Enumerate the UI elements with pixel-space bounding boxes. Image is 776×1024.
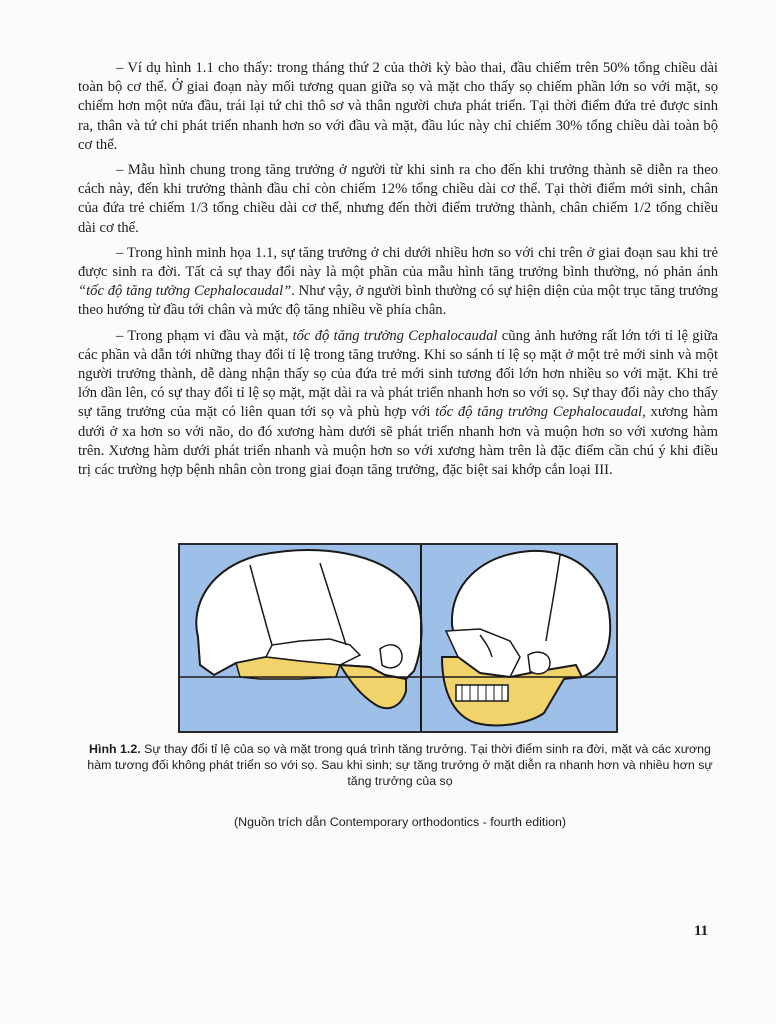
skull-proportion-figure: [178, 543, 618, 733]
figure-caption: [80, 741, 720, 789]
paragraph: – Mẫu hình chung trong tăng trưởng ở người từ khi sinh ra cho đến khi trưởng thành sẽ diễn ra theo cách này, đến khi trưởng thành đầu chỉ còn chiếm 12% tổng chiều dài cơ thể. Tại thời điểm mới sinh, chân của đứa trẻ chiếm 1/3 tổng chiều dài cơ thể, nhưng đến thời điểm trưởng thành, chân chiếm 1/2 tổng chiều dài cơ thể.: [78, 162, 718, 236]
caption-label: Hình 1.2.: [89, 742, 141, 756]
figure-source: (Nguồn trích dẫn Contemporary orthodontics - fourth edition): [234, 815, 566, 829]
caption-text: Sự thay đổi tỉ lệ của sọ và mặt trong quá trình tăng trưởng. Tại thời điểm sinh ra đời, mặt và các xương hàm tương đối không phát triển so với sọ. Sau khi sinh; sự tăng trưởng ở mặt diễn ra nhanh hơn và nhiều hơn sự tăng trưởng của sọ: [87, 742, 713, 788]
paragraph: – Trong phạm vi đầu và mặt, tốc độ tăng trưởng Cephalocaudal cũng ảnh hưởng rất lớn tới tỉ lệ giữa các phần và dẫn tới những thay đổi tỉ lệ trong tăng trưởng. Khi so sánh tỉ lệ sọ mặt ở một trẻ mới sinh và một người trưởng thành, dễ dàng nhận thấy sọ của đứa trẻ mới sinh tương đối lớn hơn nhiều so với mặt. Khi trẻ lớn dần lên, có sự thay đổi tỉ lệ sọ mặt, mặt dài ra và phát triển nhanh hơn so với sọ. Sự thay đổi này cho thấy sự tăng trưởng của mặt có liên quan tới sọ và phù hợp với tốc độ tăng trưởng Cephalocaudal, xương hàm dưới ở xa hơn so với não, do đó xương hàm dưới sẽ phát triển nhanh hơn và muộn hơn so với xương hàm trên. Xương hàm dưới phát triển nhanh và muộn hơn so với xương hàm trên là đặc điểm cần chú ý khi điều trị các trường hợp bệnh nhân còn trong giai đoạn tăng trưởng, đặc biệt sai khớp cắn loại III.: [78, 327, 719, 479]
paragraph: – Trong hình minh họa 1.1, sự tăng trưởng ở chi dưới nhiều hơn so với chi trên ở giai đoạn sau khi trẻ được sinh ra đời. Tất cả sự thay đổi này là một phần của mẫu hình tăng trưởng bình thường, nó phản ánh “tốc độ tăng tưởng Cephalocaudal”. Như vậy, ở người bình thường có sự hiện diện của một trục tăng trưởng theo hướng từ đầu tới chân và mức độ tăng nhiều về phía chân.: [78, 244, 719, 319]
page-number: 11: [694, 923, 709, 939]
paragraph: – Ví dụ hình 1.1 cho thấy: trong tháng thứ 2 của thời kỳ bào thai, đầu chiếm trên 50% tổng chiều dài toàn bộ cơ thể. Ở giai đoạn này mối tương quan giữa sọ và mặt cho thấy sọ chiếm phần lớn so với mặt, sọ chiếm hơn một nửa đầu, trái lại tứ chi thô sơ và thân người chưa phát triển. Tại thời điểm đứa trẻ được sinh ra, thân và tứ chi phát triển nhanh hơn so với đầu và mặt, đầu lúc này chỉ chiếm 30% tổng chiều dài toàn bộ cơ thể.: [78, 60, 718, 153]
skull-illustration: [180, 545, 616, 731]
body-text: [78, 59, 718, 486]
